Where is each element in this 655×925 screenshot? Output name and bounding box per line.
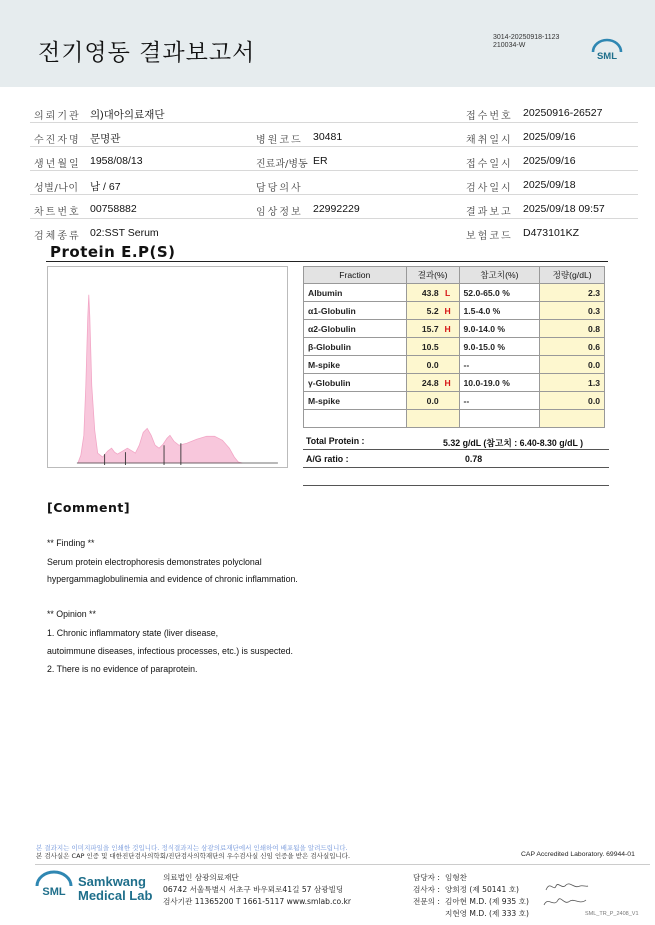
result-flag: H — [444, 323, 451, 334]
header-reference: 참고치(%) — [459, 267, 540, 284]
info-row — [30, 220, 638, 243]
fraction-result — [406, 356, 459, 374]
info-row — [30, 124, 638, 147]
staff-line — [413, 896, 529, 907]
doctor-label: 담당의사 — [256, 183, 303, 194]
total-protein-label: Total Protein : — [306, 436, 365, 446]
result-flag: H — [444, 305, 451, 316]
sex-age-label: 성별/나이 — [34, 183, 79, 194]
image-copy-notice: 본 결과지는 이미지파일을 인쇄한 것입니다. 정식결과지는 삼광의료재단에서 인쇄하여 배포됨을 알려드립니다. — [36, 844, 348, 852]
info-row — [30, 100, 638, 123]
table-row — [304, 284, 605, 302]
fraction-result — [406, 374, 459, 392]
fraction-quantity: 0.0 — [540, 392, 605, 410]
staff-line — [413, 884, 519, 895]
fraction-result — [406, 392, 459, 410]
fraction-quantity: 0.8 — [540, 320, 605, 338]
fraction-reference: 1.5-4.0 % — [459, 302, 540, 320]
specimen-label: 검체종류 — [34, 231, 81, 242]
birth-label: 생년월일 — [34, 159, 81, 170]
hospital-code-value: 30481 — [313, 131, 343, 143]
fraction-quantity: 1.3 — [540, 374, 605, 392]
sml-logo-text: SML — [596, 51, 618, 62]
insurance-value: D473101KZ — [523, 227, 580, 239]
header-result: 결과(%) — [406, 267, 459, 284]
table-row — [304, 338, 605, 356]
patient-label: 수진자명 — [34, 135, 81, 146]
result-value: 15.7 — [421, 323, 439, 334]
report-date-value: 2025/09/18 09:57 — [523, 203, 605, 215]
receipt-date-value: 2025/09/16 — [523, 155, 576, 167]
samkwang-logo-icon — [34, 870, 74, 904]
clinical-label: 임상정보 — [256, 207, 303, 218]
result-flag: H — [444, 377, 451, 388]
fraction-reference: 52.0-65.0 % — [459, 284, 540, 302]
comment-line: hypergammaglobulinemia and evidence of chronic inflammation. — [47, 574, 298, 584]
fraction-result — [406, 284, 459, 302]
fraction-reference — [459, 410, 540, 428]
fraction-name: M-spike — [304, 392, 407, 410]
result-value: 0.0 — [426, 395, 439, 406]
fraction-reference: -- — [459, 392, 540, 410]
comment-title: [Comment] — [47, 500, 131, 515]
form-code: SML_TR_P_2408_V1 — [585, 911, 639, 917]
result-value: 43.8 — [421, 287, 439, 298]
table-row — [304, 410, 605, 428]
table-header-row — [304, 267, 605, 284]
collect-date-label: 채취일시 — [466, 135, 513, 146]
receipt-date-label: 접수일시 — [466, 159, 513, 170]
fraction-result — [406, 410, 459, 428]
staff-line — [413, 908, 529, 919]
fraction-quantity: 0.6 — [540, 338, 605, 356]
fraction-name — [304, 410, 407, 428]
fraction-result — [406, 338, 459, 356]
info-row — [30, 148, 638, 171]
sex-age-value: 남 / 67 — [90, 181, 121, 193]
fraction-name: α2-Globulin — [304, 320, 407, 338]
report-date-label: 결과보고 — [466, 207, 513, 218]
curve-fill — [78, 295, 242, 463]
section-divider — [46, 261, 608, 262]
staff-name: 김아현 M.D. (제 935 호) — [445, 897, 529, 906]
dept-value: ER — [313, 155, 328, 167]
brand-line1: Samkwang — [78, 874, 146, 889]
sml-logo-icon — [590, 38, 624, 68]
fraction-quantity: 0.0 — [540, 356, 605, 374]
brand-line2: Medical Lab — [78, 888, 153, 903]
comment-line: 1. Chronic inflammatory state (liver disease, — [47, 628, 219, 638]
result-flag: L — [445, 287, 451, 298]
electrophoresis-curve — [47, 266, 288, 468]
fraction-quantity — [540, 410, 605, 428]
clinical-value: 22992229 — [313, 203, 360, 215]
staff-label: 담당자 : — [413, 873, 440, 882]
receipt-no-label: 접수번호 — [466, 111, 513, 122]
fraction-quantity: 0.3 — [540, 302, 605, 320]
fraction-name: β-Globulin — [304, 338, 407, 356]
fraction-reference: 9.0-14.0 % — [459, 320, 540, 338]
staff-label: 전문의 : — [413, 897, 440, 906]
test-date-value: 2025/09/18 — [523, 179, 576, 191]
brand-name — [78, 875, 152, 903]
table-row — [304, 320, 605, 338]
specimen-value: 02:SST Serum — [90, 227, 159, 239]
certification-notice: 본 검사실은 CAP 인증 및 대한진단검사의학회/진단검사의학재단의 우수검사실 신임 인증을 받은 검사실입니다. — [36, 852, 351, 860]
samkwang-logo-text: SML — [42, 886, 66, 898]
cap-accreditation: CAP Accredited Laboratory. 69944-01 — [521, 851, 635, 858]
comment-line: Serum protein electrophoresis demonstrates polyclonal — [47, 557, 262, 567]
result-value: 0.0 — [426, 359, 439, 370]
fraction-table — [303, 266, 605, 428]
summary-empty-row — [303, 468, 609, 486]
signature-icon — [540, 878, 590, 910]
report-id-line1: 3014-20250918-1123 — [493, 34, 560, 41]
fraction-name: M-spike — [304, 356, 407, 374]
staff-name: 양희정 (제 50141 호) — [445, 885, 520, 894]
patient-value: 문명관 — [90, 133, 121, 145]
section-title: Protein E.P(S) — [50, 243, 176, 261]
ag-ratio-label: A/G ratio : — [306, 454, 349, 464]
staff-name: 지현영 M.D. (제 333 호) — [445, 909, 529, 918]
result-value: 24.8 — [421, 377, 439, 388]
fraction-reference: -- — [459, 356, 540, 374]
receipt-no-value: 20250916-26527 — [523, 107, 603, 119]
header-fraction: Fraction — [304, 267, 407, 284]
table-row — [304, 374, 605, 392]
birth-value: 1958/08/13 — [90, 155, 143, 167]
dept-label: 진료과/병동 — [256, 159, 308, 170]
ag-ratio-row — [303, 450, 609, 468]
info-row — [30, 172, 638, 195]
fraction-reference: 9.0-15.0 % — [459, 338, 540, 356]
total-protein-row — [303, 432, 609, 450]
fraction-name: γ-Globulin — [304, 374, 407, 392]
report-id-line2: 210034-W — [493, 42, 526, 49]
table-row — [304, 356, 605, 374]
org-address: 06742 서울특별시 서초구 바우뫼로41길 57 삼광빌딩 — [163, 885, 344, 894]
fraction-name: α1-Globulin — [304, 302, 407, 320]
fraction-reference: 10.0-19.0 % — [459, 374, 540, 392]
institution-label: 의뢰기관 — [34, 111, 81, 122]
comment-line: ** Finding ** — [47, 538, 95, 548]
header-quantity: 정량(g/dL) — [540, 267, 605, 284]
comment-line: autoimmune diseases, infectious processes, etc.) is suspected. — [47, 646, 293, 656]
staff-name: 임형찬 — [445, 873, 468, 882]
page-title: 전기영동 결과보고서 — [38, 40, 256, 66]
fraction-name: Albumin — [304, 284, 407, 302]
result-value: 10.5 — [421, 341, 439, 352]
chart-no-label: 차트번호 — [34, 207, 81, 218]
chart-no-value: 00758882 — [90, 203, 137, 215]
hospital-code-label: 병원코드 — [256, 135, 303, 146]
insurance-label: 보험코드 — [466, 231, 513, 242]
staff-line — [413, 872, 467, 883]
fraction-result — [406, 320, 459, 338]
comment-line: ** Opinion ** — [47, 609, 96, 619]
result-value: 5.2 — [426, 305, 439, 316]
collect-date-value: 2025/09/16 — [523, 131, 576, 143]
table-row — [304, 302, 605, 320]
institution-value: 의)대아의료재단 — [90, 109, 165, 121]
table-row — [304, 392, 605, 410]
total-protein-value: 5.32 g/dL (참고치 : 6.40-8.30 g/dL ) — [443, 438, 584, 448]
ag-ratio-value: 0.78 — [465, 454, 483, 464]
info-row — [30, 196, 638, 219]
org-contact: 검사기관 11365200 T 1661-5117 www.smlab.co.kr — [163, 897, 351, 906]
fraction-quantity: 2.3 — [540, 284, 605, 302]
staff-label: 검사자 : — [413, 885, 440, 894]
report-id — [493, 34, 559, 50]
test-date-label: 검사일시 — [466, 183, 513, 194]
org-name: 의료법인 삼광의료재단 — [163, 873, 239, 882]
fraction-result — [406, 302, 459, 320]
footer-divider — [35, 864, 650, 865]
comment-line: 2. There is no evidence of paraprotein. — [47, 664, 198, 674]
